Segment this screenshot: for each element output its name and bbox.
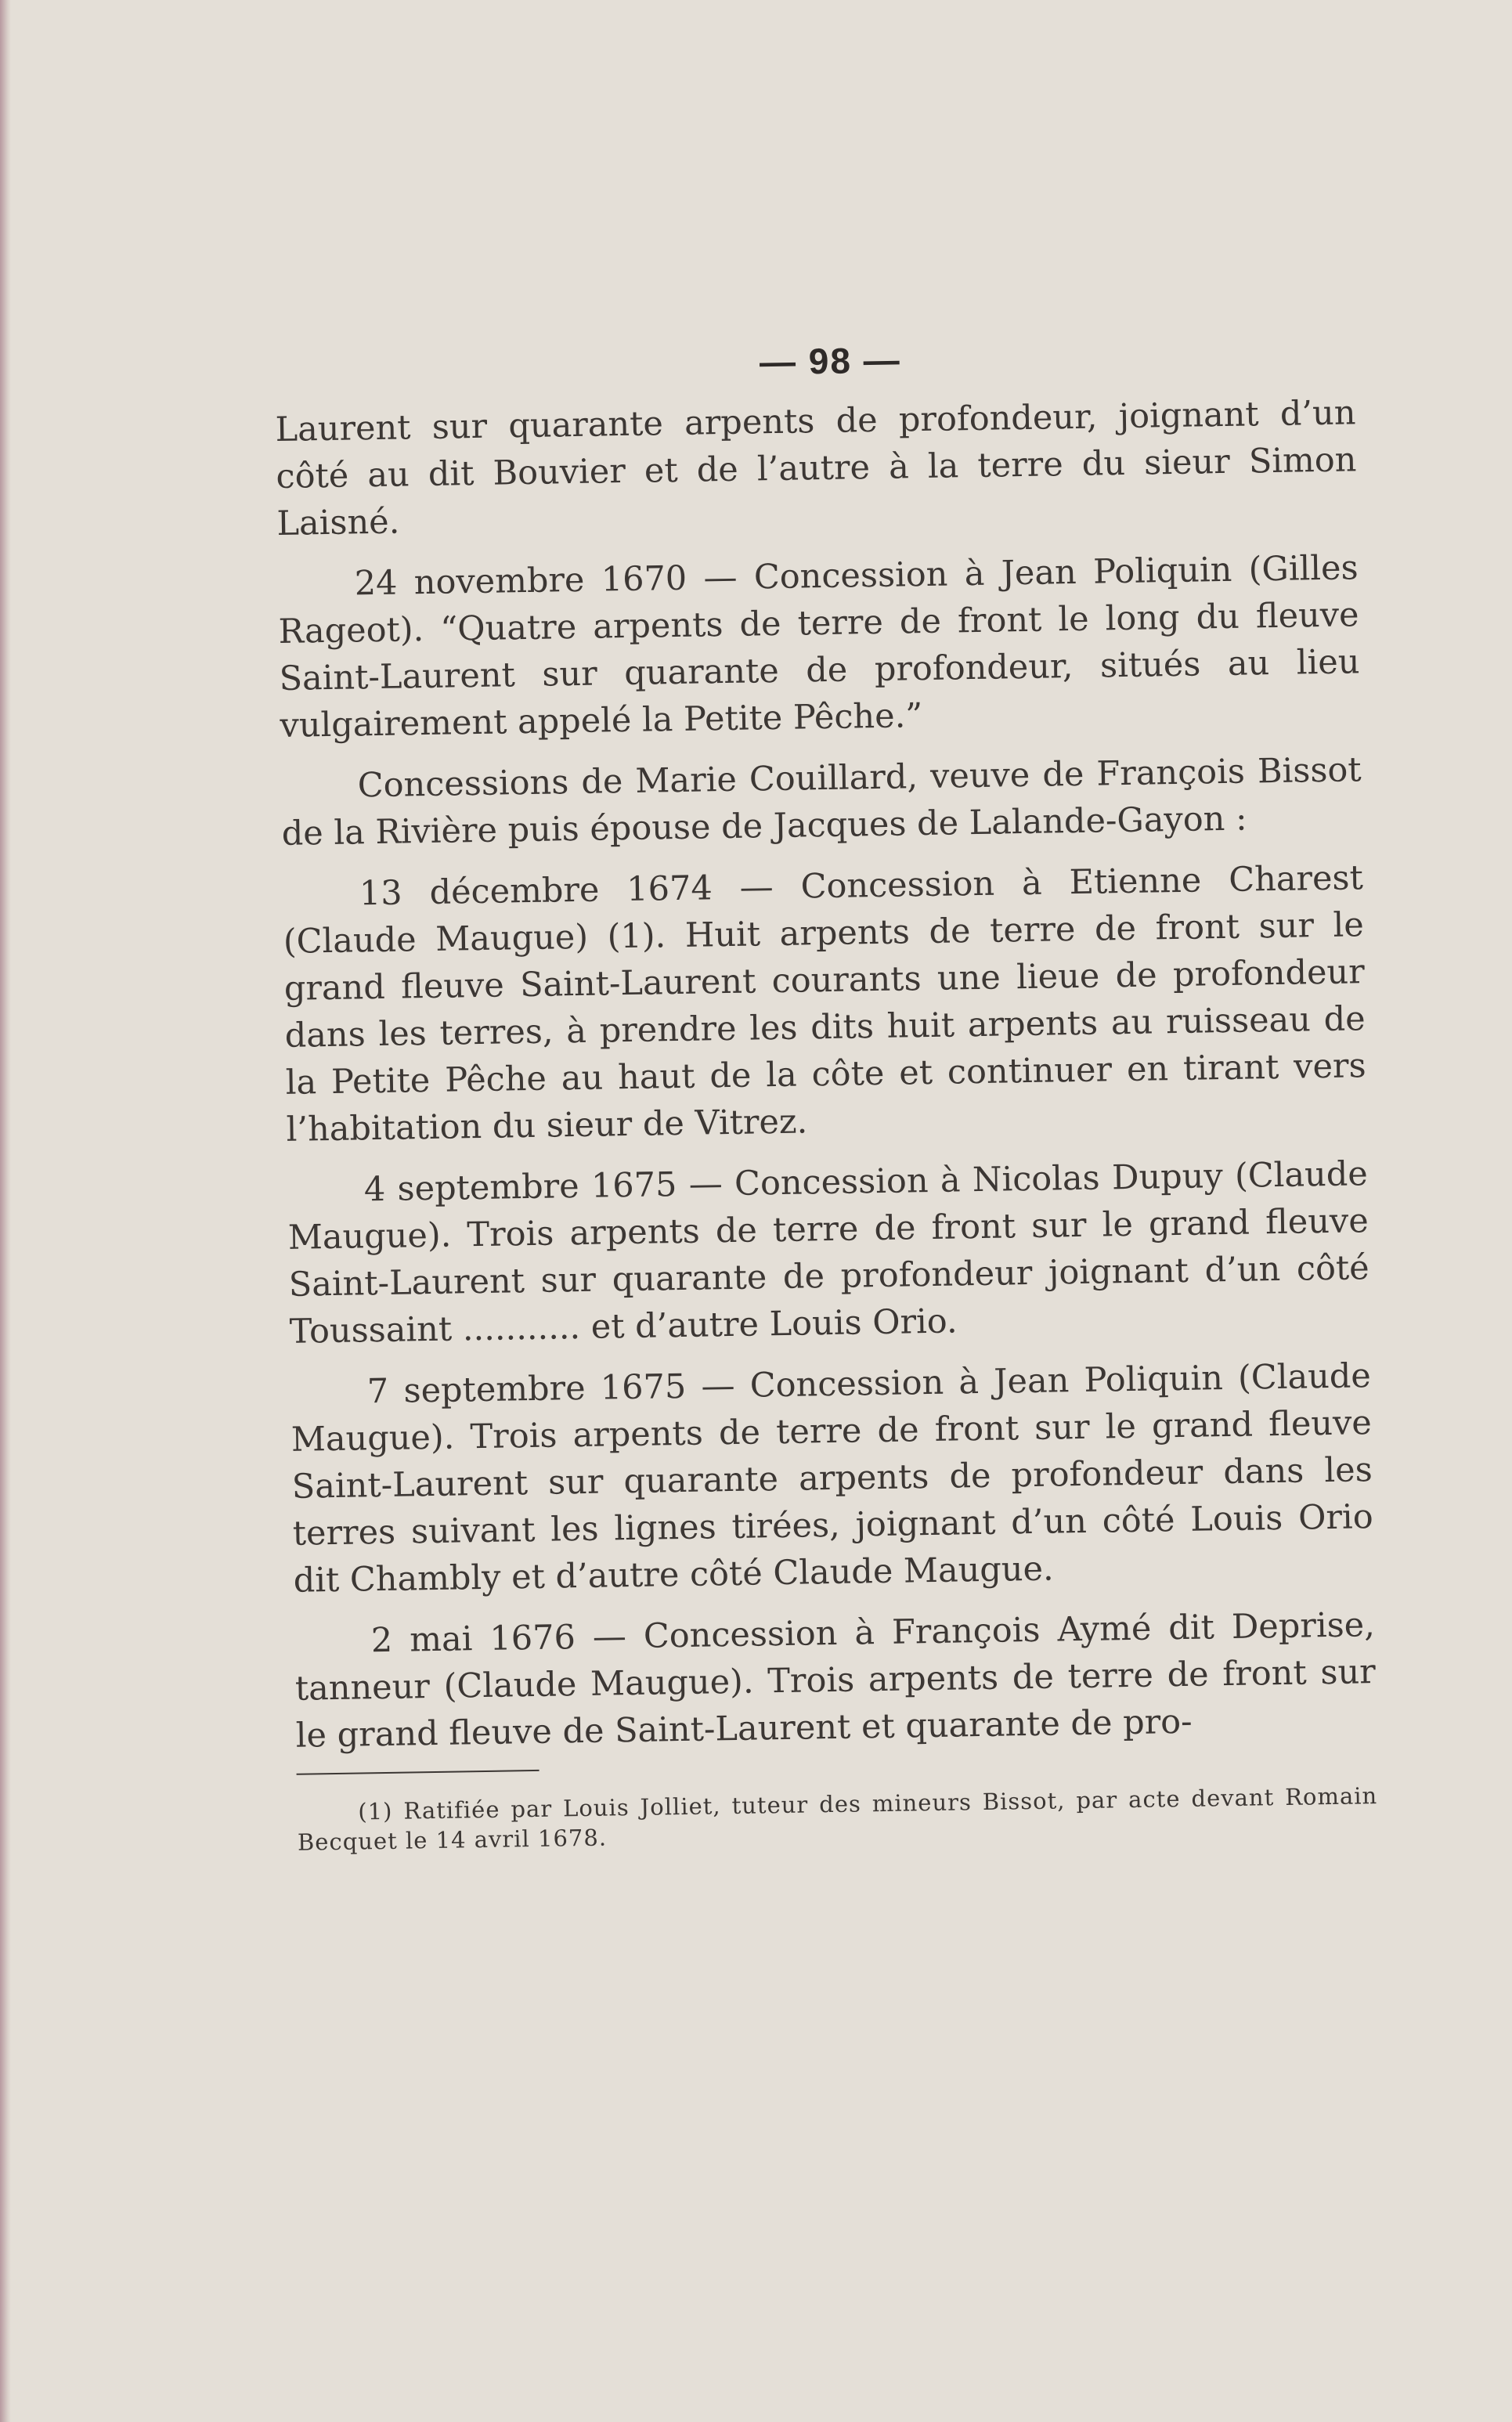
paragraph-concession-1675-poliquin: 7 septembre 1675 — Concession à Jean Poliquin (Claude Maugue). Trois arpents de terre de front sur le grand fleuve Saint-Laurent sur quarante arpents de profondeur dans les terres suivant les lignes tirées, joignant d’un côté Louis Orio dit Chambly et d’autre côté Claude Maugue. (290, 1356, 1374, 1601)
paragraph-concessions-heading: Concessions de Marie Couillard, veuve de François Bissot de la Rivière puis épouse de Jacques de Lalande-Gayon : (281, 750, 1362, 854)
footnote-divider (297, 1770, 539, 1775)
paragraph-continuation: Laurent sur quarante arpents de profondeur, joignant d’un côté au dit Bouvier et de l’autre à la terre du sieur Simon Laisné. (275, 393, 1357, 543)
page-text-block (274, 331, 1379, 1879)
paragraph-concession-1676: 2 mai 1676 — Concession à François Aymé dit Deprise, tanneur (Claude Maugue). Trois arpents de terre de front sur le grand fleuve de Saint-Laurent et quarante de pro- (294, 1605, 1377, 1756)
paragraph-concession-1675-dupuy: 4 septembre 1675 — Concession à Nicolas Dupuy (Claude Maugue). Trois arpents de terre de front sur le grand fleuve Saint-Laurent sur quarante de profondeur joignant d’un côté Toussaint ........... et d’autre Louis Orio. (287, 1154, 1370, 1352)
paragraph-concession-1674: 13 décembre 1674 — Concession à Etienne Charest (Claude Maugue) (1). Huit arpents de terre de front sur le grand fleuve Saint-Laurent courants une lieue de profondeur dans les terres, à prendre les dits huit arpents au ruisseau de la Petite Pêche au haut de la côte et continuer en tirant vers l’habitation du sieur de Vitrez. (283, 858, 1366, 1150)
footnote: (1) Ratifiée par Louis Jolliet, tuteur des mineurs Bissot, par acte devant Romain Becquet le 14 avril 1678. (297, 1782, 1378, 1856)
paragraph-concession-1670: 24 novembre 1670 — Concession à Jean Poliquin (Gilles Rageot). “Quatre arpents de terre de front le long du fleuve Saint-Laurent sur quarante de profondeur, situés au lieu vulgairement appelé la Petite Pêche.” (278, 548, 1360, 745)
page-number: — 98 — (759, 339, 902, 383)
page-edge (0, 0, 11, 2422)
